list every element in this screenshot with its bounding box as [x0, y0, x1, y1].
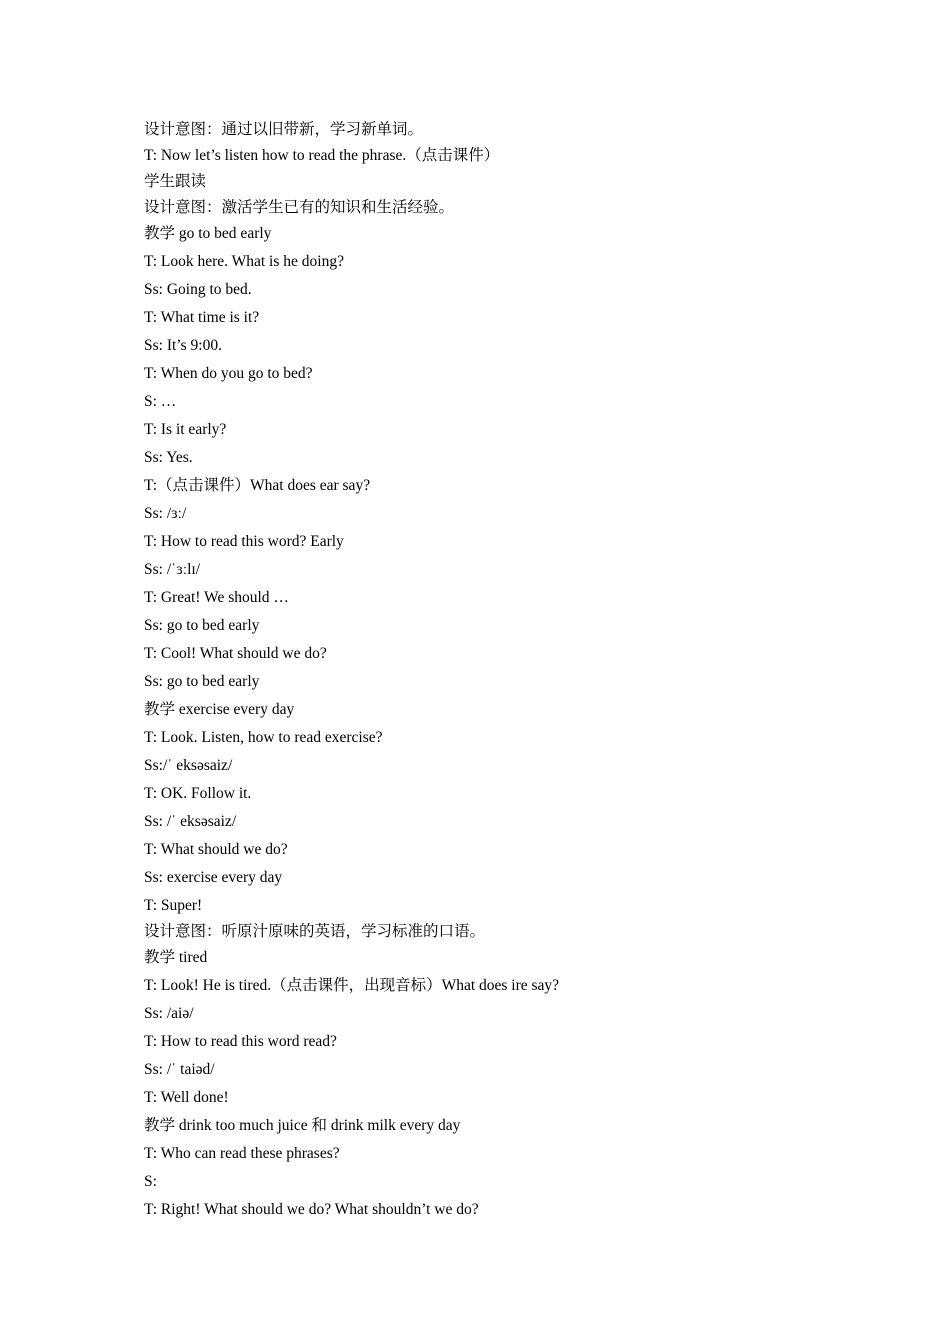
student-line: Ss: Yes.: [144, 449, 193, 466]
section-heading: 教学 go to bed early: [144, 225, 272, 242]
teacher-line: T: Cool! What should we do?: [144, 645, 327, 662]
teacher-line: T: Is it early?: [144, 421, 227, 438]
teacher-line: T: Great! We should …: [144, 589, 289, 606]
teacher-line: T: Now let’s listen how to read the phrase.（点击课件）: [144, 147, 500, 164]
teacher-line: T: Super!: [144, 897, 203, 914]
student-line: Ss: Going to bed.: [144, 281, 252, 298]
student-line: Ss: It’s 9:00.: [144, 337, 222, 354]
student-line: 学生跟读: [144, 173, 207, 190]
student-line: Ss: /ˈɜːlɪ/: [144, 561, 201, 578]
student-line: Ss: /ˈ eksəsaiz/: [144, 813, 237, 830]
section-heading: 教学 exercise every day: [144, 701, 295, 718]
teacher-line: T: How to read this word? Early: [144, 533, 344, 550]
section-heading: 教学 tired: [144, 949, 208, 966]
teacher-line: T: What should we do?: [144, 841, 288, 858]
student-line: S: …: [144, 393, 177, 410]
student-line: Ss: /ɜː/: [144, 505, 187, 522]
design-intent-text: 设计意图：激活学生已有的知识和生活经验。: [144, 199, 455, 216]
teacher-line: T: Well done!: [144, 1089, 229, 1106]
document-body: [144, 120, 824, 1228]
design-intent-text: 设计意图：通过以旧带新，学习新单词。: [144, 121, 424, 138]
section-heading: 教学 drink too much juice 和 drink milk every day: [144, 1117, 461, 1134]
teacher-line: T: What time is it?: [144, 309, 260, 326]
student-line: Ss: /aiə/: [144, 1005, 194, 1022]
student-line: Ss: go to bed early: [144, 617, 260, 634]
teacher-line: T: OK. Follow it.: [144, 785, 252, 802]
teacher-line: T:（点击课件）What does ear say?: [144, 477, 371, 494]
teacher-line: T: Look here. What is he doing?: [144, 253, 344, 270]
student-line: Ss: go to bed early: [144, 673, 260, 690]
student-line: Ss:/ˈ eksəsaiz/: [144, 757, 233, 774]
teacher-line: T: Look. Listen, how to read exercise?: [144, 729, 383, 746]
teacher-line: T: Look! He is tired.（点击课件，出现音标）What does ire say?: [144, 977, 560, 994]
student-line: Ss: /ˈ taiəd/: [144, 1061, 215, 1078]
teacher-line: T: Right! What should we do? What shouldn’t we do?: [144, 1201, 479, 1218]
teacher-line: T: When do you go to bed?: [144, 365, 313, 382]
student-line: S:: [144, 1173, 157, 1190]
student-line: Ss: exercise every day: [144, 869, 283, 886]
teacher-line: T: How to read this word read?: [144, 1033, 337, 1050]
design-intent-text: 设计意图：听原汁原味的英语，学习标准的口语。: [144, 923, 486, 940]
teacher-line: T: Who can read these phrases?: [144, 1145, 340, 1162]
